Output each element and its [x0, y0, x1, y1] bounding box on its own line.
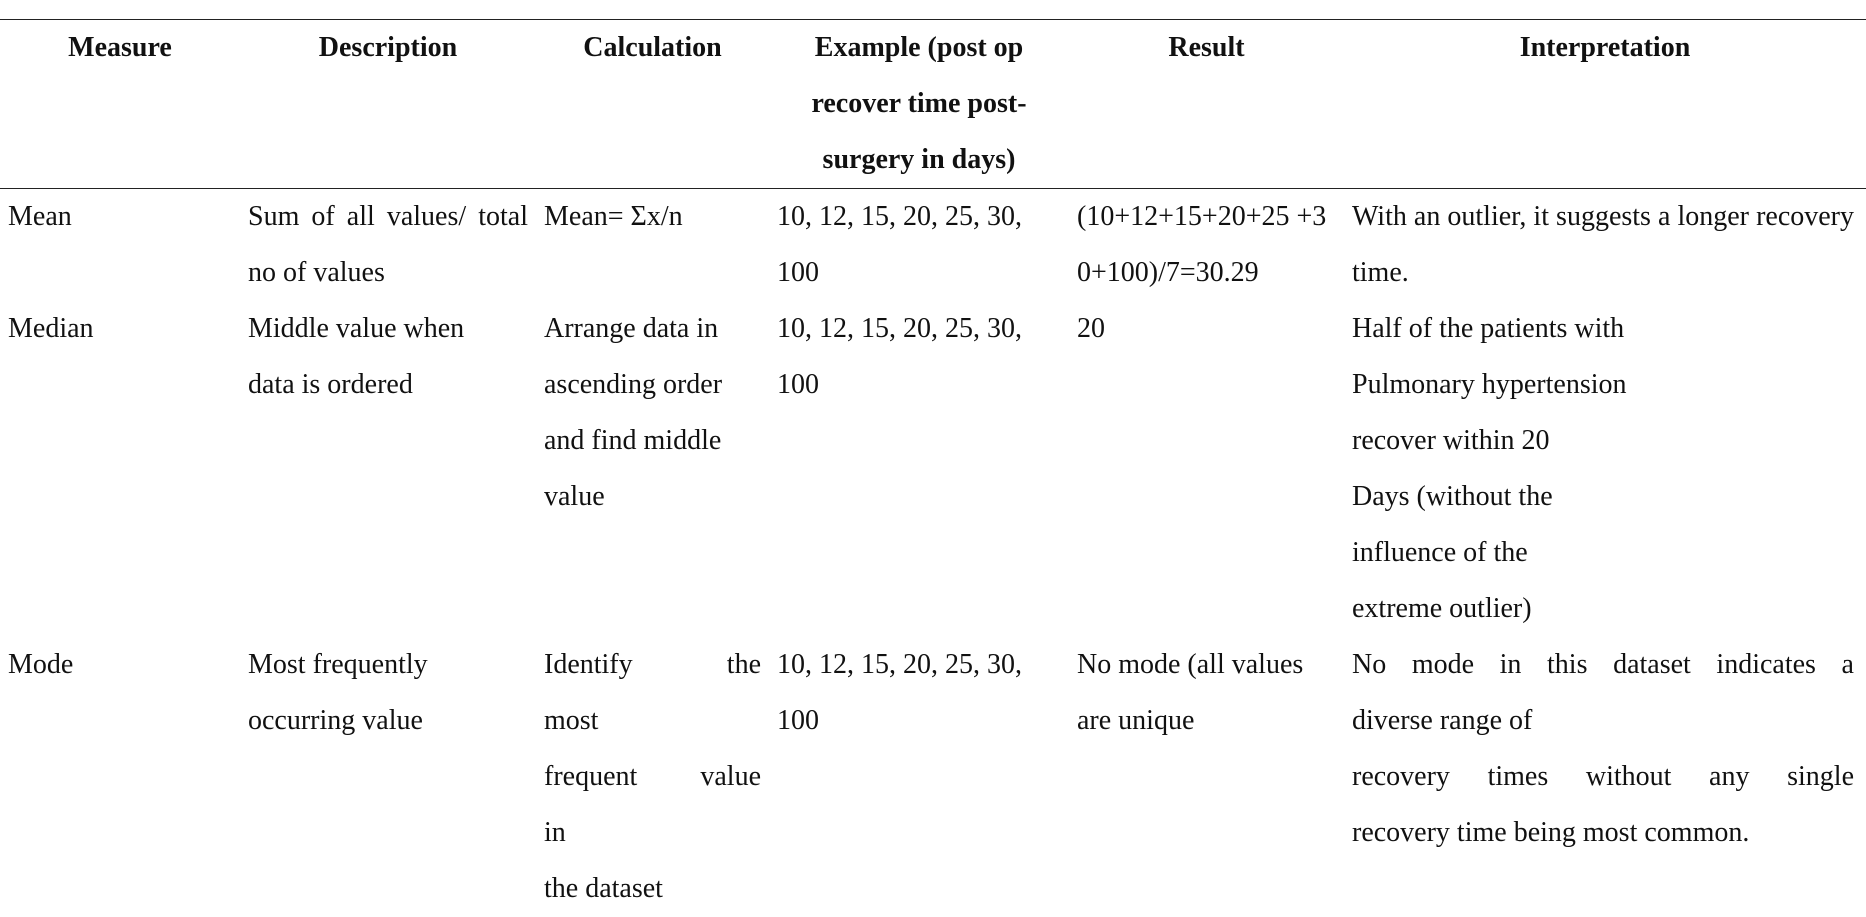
cell-measure: Median	[0, 301, 240, 637]
header-calculation: Calculation	[536, 20, 769, 189]
table-header	[0, 20, 1866, 189]
interpretation-line: recovery time being most common.	[1352, 805, 1854, 861]
cell-interpretation	[1344, 301, 1866, 637]
cell-calculation: Arrange data in ascending order and find middle value	[536, 301, 769, 637]
cell-interpretation	[1344, 637, 1866, 917]
cell-example: 10, 12, 15, 20, 25, 30, 100	[769, 301, 1069, 637]
cell-example: 10, 12, 15, 20, 25, 30, 100	[769, 637, 1069, 917]
table-row-mean	[0, 189, 1866, 302]
calculation-line: the dataset	[544, 861, 761, 917]
header-measure: Measure	[0, 20, 240, 189]
cell-interpretation: With an outlier, it suggests a longer recovery time.	[1344, 189, 1866, 302]
interpretation-line: Pulmonary hypertension	[1352, 357, 1854, 413]
interpretation-line: No mode in this dataset indicates a	[1352, 637, 1854, 693]
header-interpretation: Interpretation	[1344, 20, 1866, 189]
calculation-line: most	[544, 693, 761, 749]
cell-description: Sum of all values/ total no of values	[240, 189, 536, 302]
cell-result: 20	[1069, 301, 1344, 637]
cell-result: (10+12+15+20+25 +30+100)/7=30.29	[1069, 189, 1344, 302]
statistics-table	[0, 19, 1866, 917]
interpretation-line: Days (without the	[1352, 469, 1854, 525]
interpretation-line: influence of the	[1352, 525, 1854, 581]
cell-example: 10, 12, 15, 20, 25, 30, 100	[769, 189, 1069, 302]
cell-calculation	[536, 637, 769, 917]
header-row	[0, 20, 1866, 189]
table-row-median	[0, 301, 1866, 637]
cell-calculation: Mean= Σx/n	[536, 189, 769, 302]
table-body	[0, 189, 1866, 917]
calculation-line: Identify the	[544, 637, 761, 693]
cell-measure: Mode	[0, 637, 240, 917]
interpretation-line: diverse range of	[1352, 693, 1854, 749]
table-row-mode	[0, 637, 1866, 917]
calculation-line: frequent value	[544, 749, 761, 805]
header-result: Result	[1069, 20, 1344, 189]
interpretation-line: recovery times without any single	[1352, 749, 1854, 805]
interpretation-line: Half of the patients with	[1352, 301, 1854, 357]
cell-description: Middle value when data is ordered	[240, 301, 536, 637]
interpretation-line: recover within 20	[1352, 413, 1854, 469]
header-example: Example (post op recover time post-surgery in days)	[769, 20, 1069, 189]
cell-result: No mode (all values are unique	[1069, 637, 1344, 917]
calculation-line: in	[544, 805, 761, 861]
cell-measure: Mean	[0, 189, 240, 302]
interpretation-line: extreme outlier)	[1352, 581, 1854, 637]
header-description: Description	[240, 20, 536, 189]
cell-description: Most frequently occurring value	[240, 637, 536, 917]
